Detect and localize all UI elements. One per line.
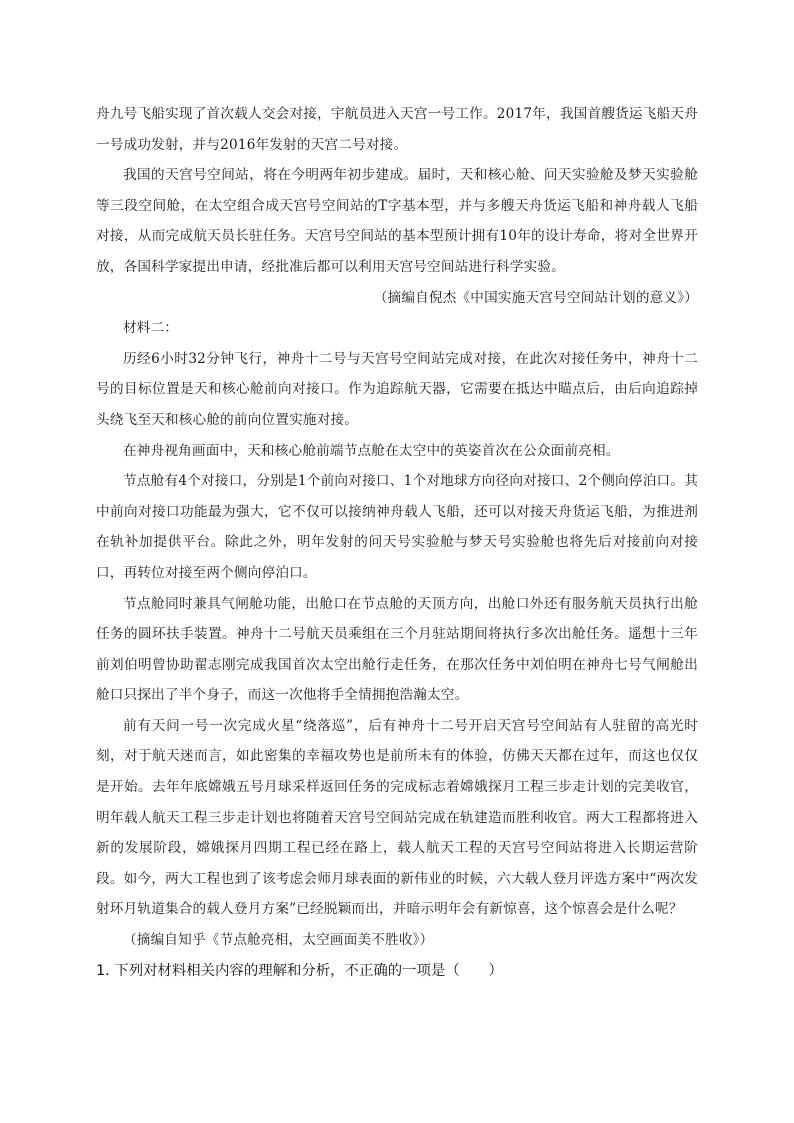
material-two-heading: 材料二： — [123, 320, 179, 337]
article-body — [96, 99, 698, 985]
source-citation-one: （摘编自倪杰《中国实施天宫号空间站计划的意义》） — [373, 289, 698, 306]
question-1: 1. 下列对材料相关内容的理解和分析，不正确的一项是（ ） — [96, 962, 503, 979]
paragraph-node-module-debut: 在神舟视角画面中，天和核心舱前端节点舱在太空中的英姿首次在公众面前亮相。 — [123, 442, 620, 459]
paragraph-future-missions: 前有天问一号一次完成火星“绕落巡”，后有神舟十二号开启天宫号空间站有人驻留的高光时刻，对于航天迷而言，如此密集的幸福攻势也是前所未有的体验，仿佛天天都在过年，而这也仅仅是开始。去年年底嫦娥五号月球采样返回任务的完成标志着嫦娥探月工程三步走计划的完美收官，明年载人航天工程三步走计划也将随着天宫号空间站完成在轨建造而胜利收官。两大工程都将进入新的发展阶段，嫦娥探月四期工程已经在路上，载人航天工程的天宫号空间站将进入长期运营阶段。如今，两大工程也到了该考虑会师月球表面的新伟业的时候，六大载人登月评选方案中“两次发射环月轨道集合的载人登月方案”已经脱颖而出，并暗示明年会有新惊喜，这个惊喜会是什么呢？ — [96, 717, 698, 918]
paragraph-space-station: 我国的天宫号空间站，将在今明两年初步建成。届时，天和核心舱、问天实验舱及梦天实验舱等三段空间舱，在太空组合成天宫号空间站的T字基本型，并与多艘天舟货运飞船和神舟载人飞船对接，从而完成航天员长驻任务。天宫号空间站的基本型预计拥有10年的设计寿命，将对全世界开放，各国科学家提出申请，经批准后都可以利用天宫号空间站进行科学实验。 — [96, 167, 698, 275]
source-citation-two: （摘编自知乎《节点舱亮相，太空画面美不胜收》） — [123, 932, 434, 949]
paragraph-continued: 舟九号飞船实现了首次载人交会对接，宇航员进入天宫一号工作。2017年，我国首艘货运飞船天舟一号成功发射，并与2016年发射的天宫二号对接。 — [96, 106, 698, 153]
paragraph-docking: 历经6小时32分钟飞行，神舟十二号与天宫号空间站完成对接，在此次对接任务中，神舟十二号的目标位置是天和核心舱前向对接口。作为追踪航天器，它需要在抵达中瞄点后，由后向追踪掉头绕飞至天和核心舱的前向位置实施对接。 — [96, 350, 698, 428]
paragraph-airlock: 节点舱同时兼具气闸舱功能，出舱口在节点舱的天顶方向，出舱口外还有服务航天员执行出舱任务的圆环扶手装置。神舟十二号航天员乘组在三个月驻站期间将执行多次出舱任务。遥想十三年前刘伯明曾协助翟志刚完成我国首次太空出舱行走任务，在那次任务中刘伯明在神舟七号气闸舱出舱口只探出了半个身子，而这一次他将手全情拥抱浩瀚太空。 — [96, 595, 698, 704]
paragraph-docking-ports: 节点舱有4个对接口，分别是1个前向对接口、1个对地球方向径向对接口、2个侧向停泊口。其中前向对接口功能最为强大，它不仅可以接纳神舟载人飞船，还可以对接天舟货运飞船，为推进剂在轨补加提供平台。除此之外，明年发射的问天号实验舱与梦天号实验舱也将先后对接前向对接口，再转位对接至两个侧向停泊口。 — [96, 473, 698, 581]
